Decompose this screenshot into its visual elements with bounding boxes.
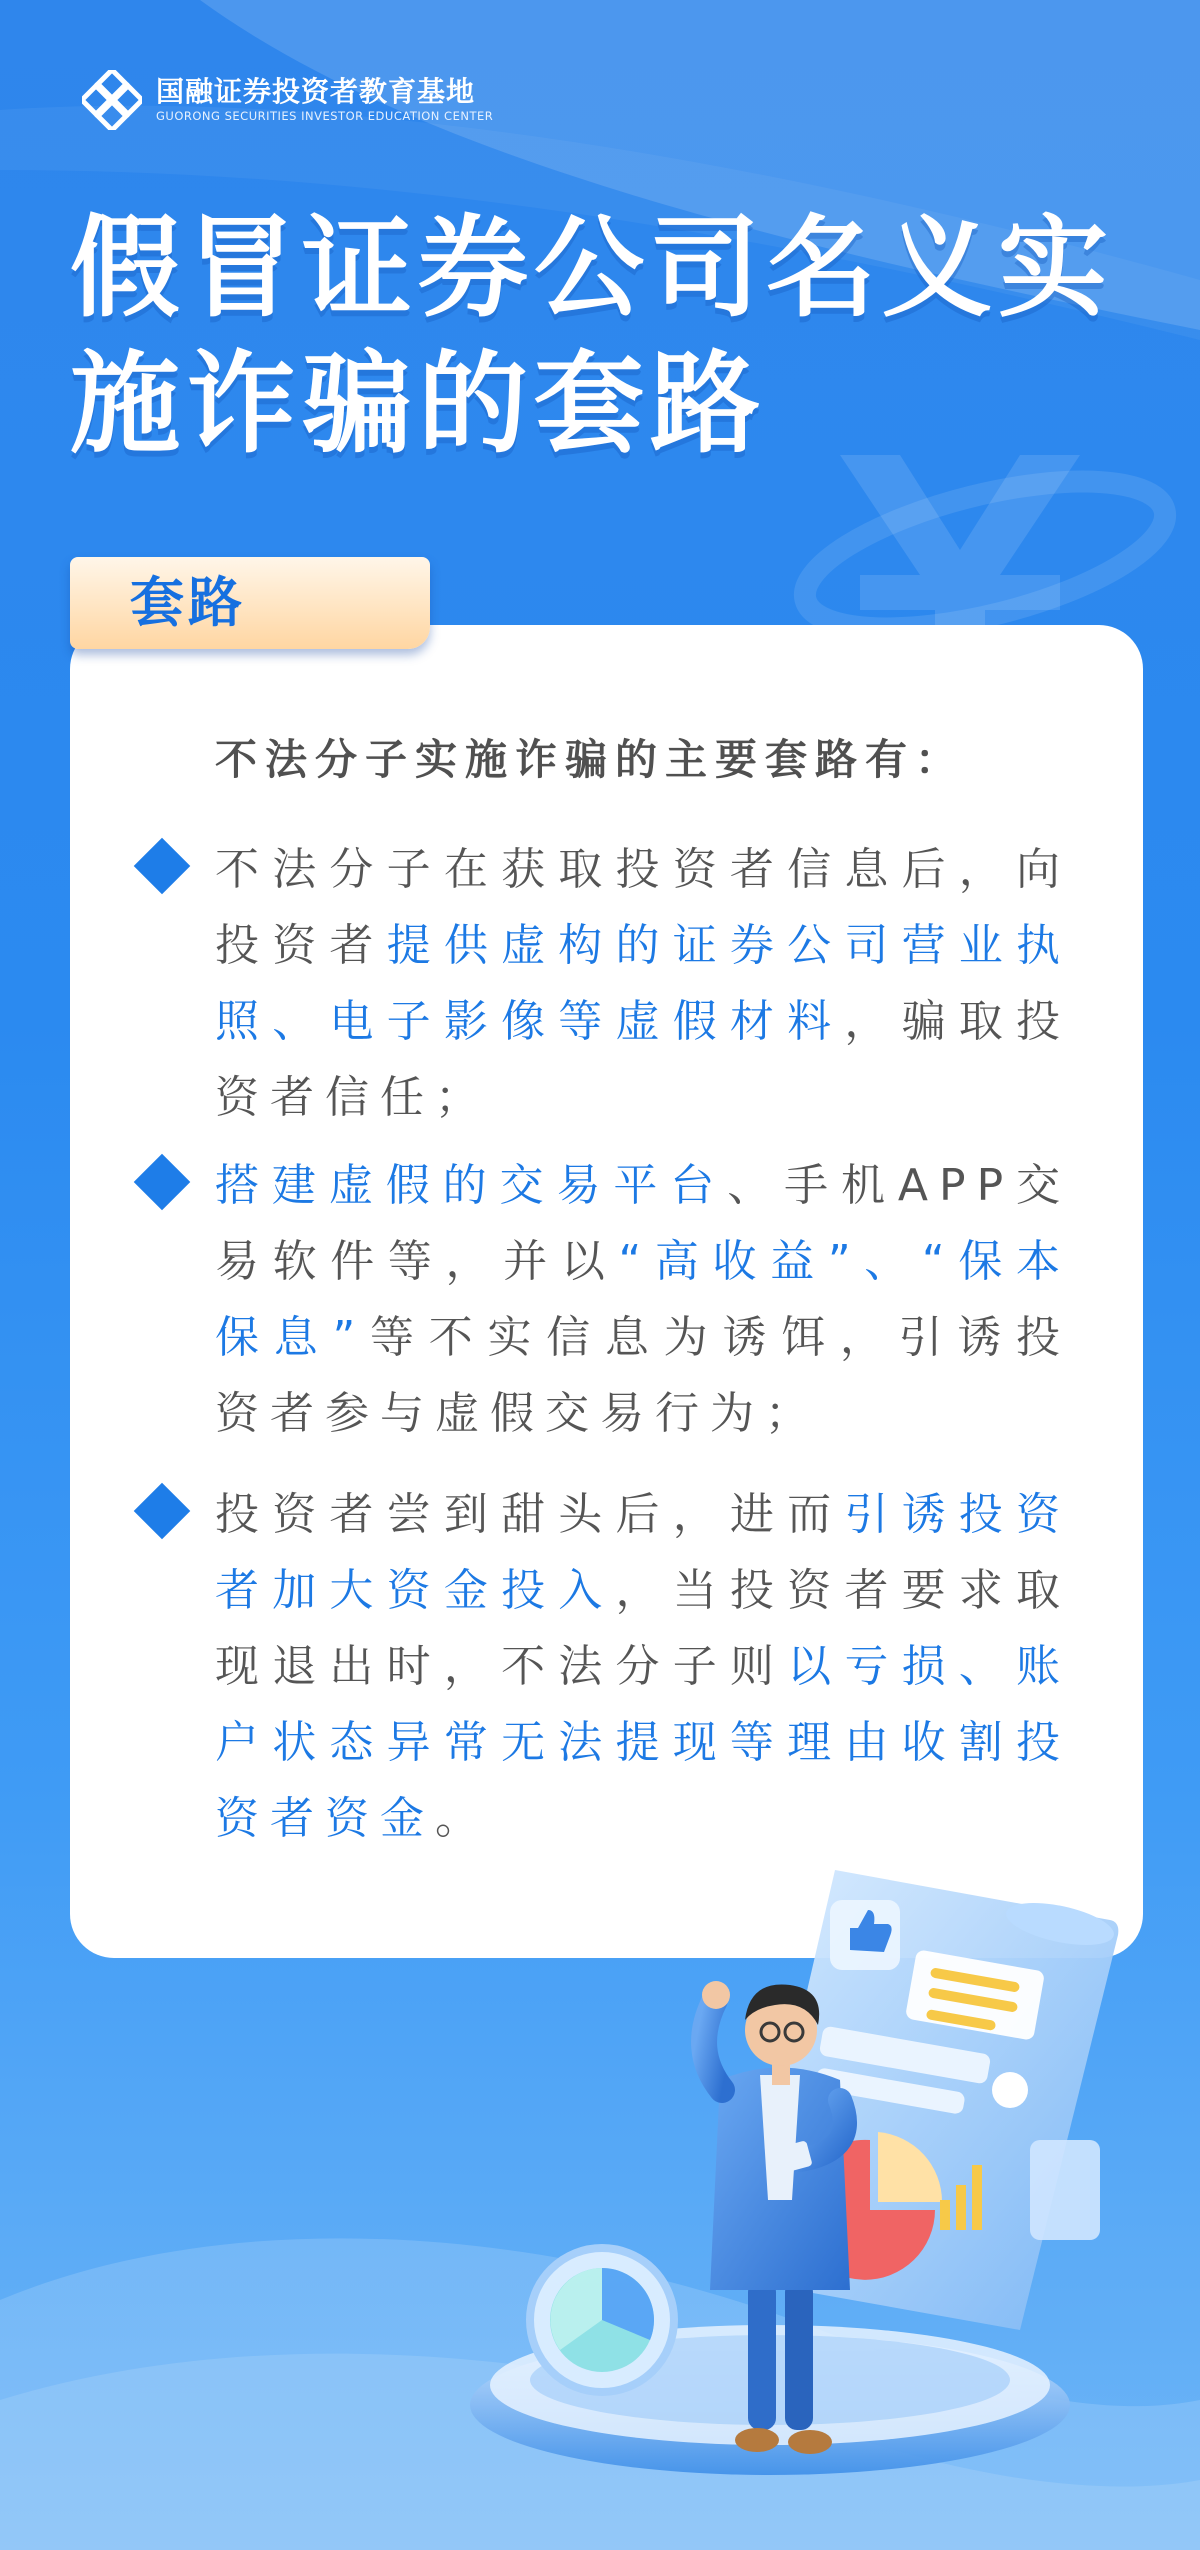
diamond-knot-icon bbox=[82, 70, 142, 130]
chart-disc-icon bbox=[530, 2248, 674, 2392]
title-line-2: 施诈骗的套路 bbox=[70, 340, 766, 468]
section-intro: 不法分子实施诈骗的主要套路有： bbox=[215, 735, 966, 784]
title-line-1: 假冒证券公司名义实 bbox=[70, 204, 1114, 332]
businessman-document-illustration bbox=[0, 1840, 1200, 2550]
brand-name-en: GUORONG SECURITIES INVESTOR EDUCATION CENTER bbox=[156, 109, 494, 123]
brand-name-cn: 国融证券投资者教育基地 bbox=[156, 75, 476, 108]
page-title bbox=[70, 200, 1150, 472]
section-tag: 套路 bbox=[70, 557, 430, 649]
scam-item-text: 投资者尝到甜头后，进而引诱投资者加大资金投入，当投资者要求取现退出时，不法分子则以亏损、账户状态异常无法提现等理由收割投资者资金。 bbox=[215, 1489, 1072, 1844]
scam-item-text: 不法分子在获取投资者信息后，向投资者提供虚构的证券公司营业执照、电子影像等虚假材料，骗取投资者信任； bbox=[215, 844, 1072, 1123]
brand-logo bbox=[82, 70, 493, 130]
scam-item-text: 搭建虚假的交易平台、手机APP交易软件等，并以“高收益”、“保本保息”等不实信息为诱饵，引诱投资者参与虚假交易行为； bbox=[215, 1160, 1072, 1439]
